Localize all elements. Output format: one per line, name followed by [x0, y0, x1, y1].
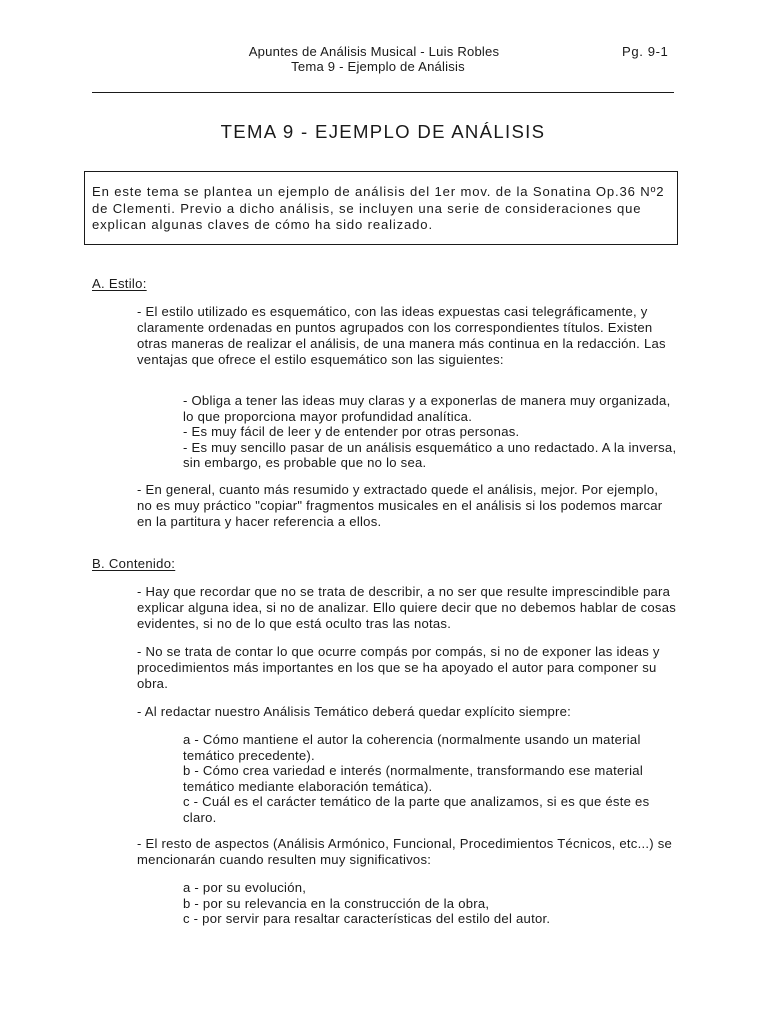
- list-item: a - Cómo mantiene el autor la coherencia (normalmente usando un material temático precedente).: [183, 732, 641, 763]
- thematic-analysis-list: [183, 732, 677, 825]
- estilo-advantages-list: [183, 393, 677, 471]
- list-item: c - Cuál es el carácter temático de la parte que analizamos, si es que éste es claro.: [183, 794, 650, 825]
- list-item: a - por su evolución,: [183, 880, 307, 895]
- page-title: TEMA 9 - EJEMPLO DE ANÁLISIS: [220, 121, 546, 142]
- contenido-paragraph-4: - El resto de aspectos (Análisis Armónico, Funcional, Procedimientos Técnicos, etc...) se mencionarán cuando resulten muy significativos:: [137, 836, 673, 867]
- list-item: - Es muy fácil de leer y de entender por otras personas.: [183, 424, 520, 439]
- header-divider: [92, 92, 674, 93]
- header-course-title: Apuntes de Análisis Musical - Luis Robles: [248, 44, 500, 59]
- section-heading-contenido: B. Contenido:: [92, 556, 176, 571]
- header-chapter-title: Tema 9 - Ejemplo de Análisis: [291, 59, 465, 74]
- section-heading-estilo: A. Estilo:: [92, 276, 147, 291]
- list-item: b - por su relevancia en la construcción de la obra,: [183, 895, 490, 911]
- contenido-paragraph-3: - Al redactar nuestro Análisis Temático deberá quedar explícito siempre:: [137, 704, 572, 719]
- estilo-paragraph-2: - En general, cuanto más resumido y extractado quede el análisis, mejor. Por ejemplo, no es muy práctico "copiar" fragmentos musicales en el análisis si los podemos marcar en la partitura y hacer referencia a ellos.: [137, 482, 663, 529]
- list-item: - Obliga a tener las ideas muy claras y a exponerlas de manera muy organizada, lo que proporciona mayor profundidad analítica.: [183, 393, 671, 424]
- list-item: - Es muy sencillo pasar de un análisis esquemático a uno redactado. A la inversa, sin embargo, es probable que no lo sea.: [183, 439, 677, 470]
- page-number: Pg. 9-1: [622, 44, 669, 59]
- list-item: c - por servir para resaltar características del estilo del autor.: [183, 911, 551, 926]
- intro-text: En este tema se plantea un ejemplo de análisis del 1er mov. de la Sonatina Op.36 Nº2 de Clementi. Previo a dicho análisis, se incluyen una serie de consideraciones que explican algunas claves de cómo ha sido realizado.: [92, 184, 665, 232]
- contenido-paragraph-2: - No se trata de contar lo que ocurre compás por compás, si no de exponer las ideas y procedimientos más importantes en los que se ha apoyado el autor para componer su obra.: [137, 644, 660, 691]
- contenido-paragraph-1: - Hay que recordar que no se trata de describir, a no ser que resulte imprescindible para explicar alguna idea, si no de analizar. Ello quiere decir que no debemos hablar de cosas evidentes, si no de lo que está oculto tras las notas.: [137, 584, 677, 631]
- other-aspects-list: [183, 880, 677, 927]
- intro-box: [84, 171, 678, 245]
- estilo-paragraph-1: - El estilo utilizado es esquemático, con las ideas expuestas casi telegráficamente, y claramente ordenadas en puntos agrupados con los correspondientes títulos. Existen otras maneras de realizar el análisis, de una manera más continua en la redacción. Las ventajas que ofrece el estilo esquemático son las siguientes:: [137, 304, 666, 367]
- list-item: b - Cómo crea variedad e interés (normalmente, transformando ese material temático mediante elaboración temática).: [183, 763, 643, 794]
